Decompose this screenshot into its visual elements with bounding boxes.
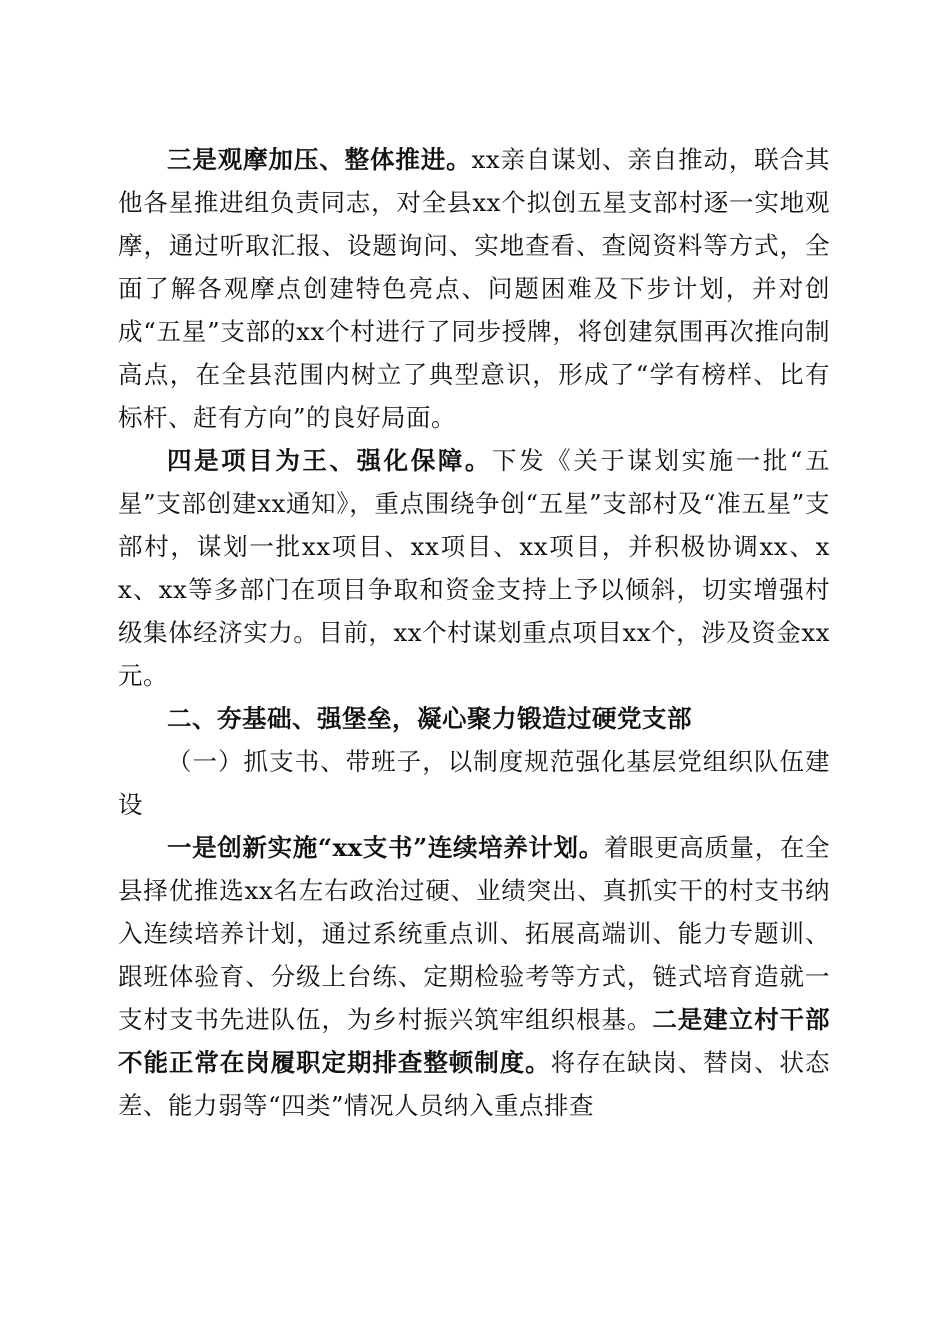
document-body bbox=[118, 138, 830, 1127]
paragraph-lead-secondary: 二是建立村干部不能正常在岗履职定期排查整顿制度。 bbox=[118, 1005, 831, 1077]
subsection-heading: （一）抓支书、带班子，以制度规范强化基层党组织队伍建设 bbox=[118, 747, 830, 819]
paragraph-lead: 三是观摩加压、整体推进。 bbox=[167, 145, 472, 174]
paragraph-text: 着眼更高质量，在全县择优推选xx名左右政治过硬、业绩突出、真抓实干的村支书纳入连续培养计划，通过系统重点训、拓展高端训、能力专题训、跟班体验育、分级上台练、定期检验考等方式，链式培育造就一支村支书先进队伍，为乡村振兴筑牢组织根基。 bbox=[118, 833, 830, 1034]
paragraph-text: 下发《关于谋划实施一批“五星”支部创建xx通知》，重点围绕争创“五星”支部村及“准五星”支部村，谋划一批xx项目、xx项目、xx项目，并积极协调xx、xx、xx等多部门在项目争取和资金支持上予以倾斜，切实增强村级集体经济实力。目前，xx个村谋划重点项目xx个，涉及资金xx元。 bbox=[118, 446, 830, 690]
paragraph-observation bbox=[118, 138, 830, 439]
section-heading: 二、夯基础、强堡垒，凝心聚力锻造过硬党支部 bbox=[167, 704, 692, 733]
paragraph-text-secondary: 将存在缺岗、替岗、状态差、能力弱等“四类”情况人员纳入重点排查 bbox=[118, 1048, 831, 1120]
paragraph-lead: 四是项目为王、强化保障。 bbox=[167, 446, 492, 475]
paragraph-projects bbox=[118, 439, 830, 697]
paragraph-lead: 一是创新实施“xx支书”连续培养计划。 bbox=[167, 833, 604, 862]
paragraph-text: xx亲自谋划、亲自推动，联合其他各星推进组负责同志，对全县xx个拟创五星支部村逐一实地观摩，通过听取汇报、设题询问、实地查看、查阅资料等方式，全面了解各观摩点创建特色亮点、问题困难及下步计划，并对创成“五星”支部的xx个村进行了同步授牌，将创建氛围再次推向制高点，在全县范围内树立了典型意识，形成了“学有榜样、比有标杆、赶有方向”的良好局面。 bbox=[118, 145, 830, 432]
paragraph-training bbox=[118, 826, 830, 1127]
